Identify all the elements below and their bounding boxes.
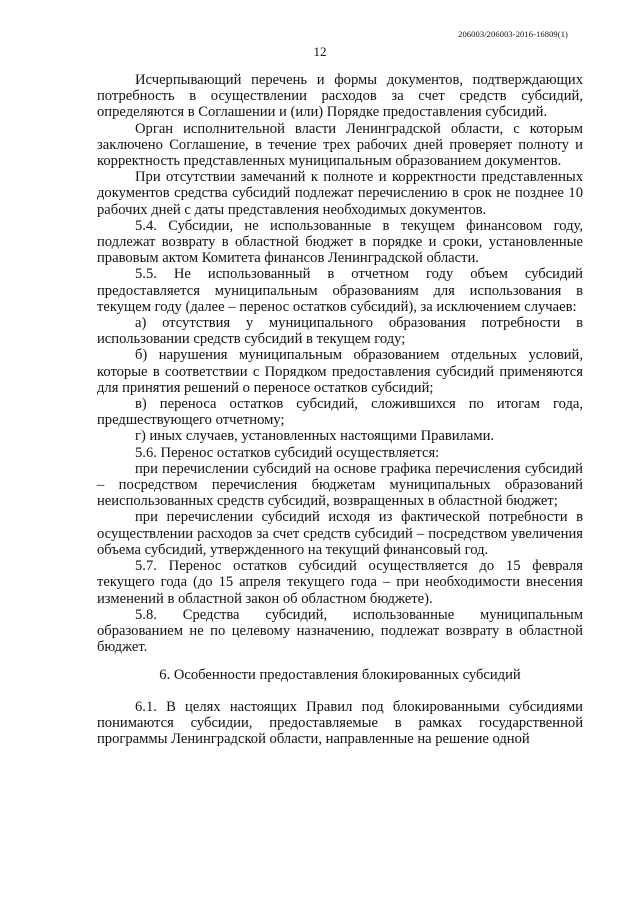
paragraph-verification: Орган исполнительной власти Ленинградской области, с которым заключено Соглашение, в течение трех рабочих дней проверяет полноту и корректность представленных муниципальным образованием документов. — [97, 120, 583, 170]
list-item-b: б) нарушения муниципальным образованием отдельных условий, которые в соответствии с Порядком предоставления субсидий применяются для принятия решений о переносе остатков субсидий; — [97, 347, 583, 396]
list-item-g: г) иных случаев, установленных настоящими Правилами. — [135, 428, 495, 445]
paragraph-documents-list: Исчерпывающий перечень и формы документов, подтверждающих потребность в осуществлении расходов за счет средств субсидий, определяются в Соглашении и (или) Порядке предоставления субсидий. — [97, 72, 583, 121]
paragraph-5-8: 5.8. Средства субсидий, использованные муниципальным образованием не по целевому назначению, подлежат возврату в областной бюджет. — [97, 606, 583, 656]
document-id: 206003/206003-2016-16809(1) — [458, 29, 568, 39]
paragraph-schedule-transfer: при перечислении субсидий на основе графика перечисления субсидий – посредством перечисления бюджетам муниципальных образований неиспользованных средств субсидий, возвращенных в областной бюджет; — [97, 460, 583, 510]
paragraph-5-6: 5.6. Перенос остатков субсидий осуществляется: — [135, 444, 440, 461]
paragraph-5-4: 5.4. Субсидии, не использованные в текущем финансовом году, подлежат возврату в областной бюджет в порядке и сроки, установленные правовым актом Комитета финансов Ленинградской области. — [97, 217, 583, 267]
list-item-a: а) отсутствия у муниципального образования потребности в использовании средств субсидий в текущем году; — [97, 315, 583, 348]
page-number: 12 — [313, 44, 327, 59]
paragraph-5-7: 5.7. Перенос остатков субсидий осуществляется до 15 февраля текущего года (до 15 апреля текущего года – при необходимости внесения изменений в областной закон об областном бюджете). — [97, 558, 583, 607]
document-body — [97, 72, 583, 747]
paragraph-6-1: 6.1. В целях настоящих Правил под блокированными субсидиями понимаются субсидии, предоставляемые в рамках государственной программы Ленинградской области, направленные на решение одной — [97, 698, 583, 747]
paragraph-actual-need-transfer: при перечислении субсидий исходя из фактической потребности в осуществлении расходов за счет средств субсидий – посредством увеличения объема субсидий, утвержденного на текущий финансовый год. — [97, 509, 583, 558]
section-heading: 6. Особенности предоставления блокированных субсидий — [159, 667, 521, 684]
paragraph-transfer-deadline: При отсутствии замечаний к полноте и корректности представленных документов средства субсидий подлежат перечислению в срок не позднее 10 рабочих дней с даты представления необходимых документов. — [97, 169, 583, 218]
paragraph-5-5: 5.5. Не использованный в отчетном году объем субсидий предоставляется муниципальным образованиям для использования в текущем году (далее – перенос остатков субсидий), за исключением случаев: — [97, 266, 583, 315]
list-item-v: в) переноса остатков субсидий, сложившихся по итогам года, предшествующего отчетному; — [97, 396, 583, 429]
